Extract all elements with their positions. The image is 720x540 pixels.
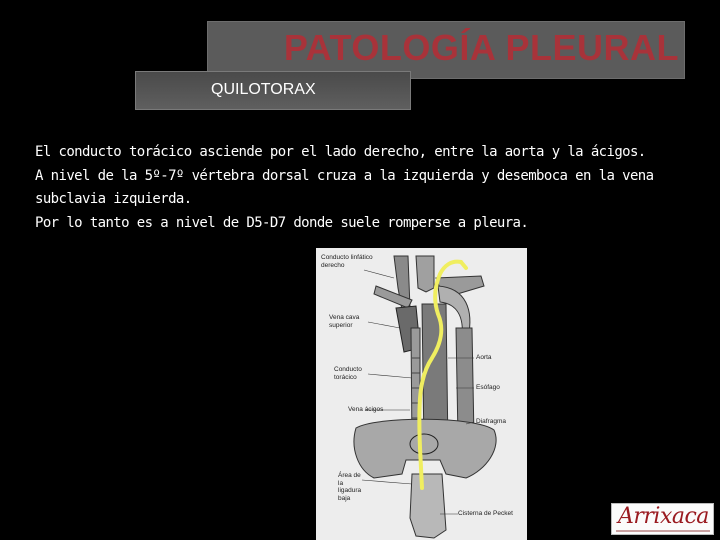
label-conducto-toracico: Conducto torácico bbox=[334, 366, 362, 381]
arrixaca-logo bbox=[611, 503, 714, 535]
slide-title: PATOLOGÍA PLEURAL bbox=[283, 27, 679, 68]
label-esofago: Esófago bbox=[476, 384, 500, 391]
label-aorta: Aorta bbox=[476, 354, 492, 361]
label-conducto-linfatico: Conducto linfático derecho bbox=[321, 254, 373, 269]
label-vena-acigos: Vena ácigos bbox=[348, 406, 384, 413]
slide-body bbox=[35, 141, 695, 235]
logo-underline bbox=[616, 530, 710, 532]
anatomy-figure bbox=[316, 248, 527, 540]
logo-wordmark: Arrixaca bbox=[618, 504, 709, 529]
label-diafragma: Diafragma bbox=[476, 418, 506, 425]
paragraph-2: A nivel de la 5º-7º vértebra dorsal cruza a la izquierda y desemboca en la vena subclavia izquierda. bbox=[35, 167, 654, 207]
paragraph-1: El conducto torácico asciende por el lado derecho, entre la aorta y la ácigos. bbox=[35, 144, 646, 160]
paragraph-3: Por lo tanto es a nivel de D5-D7 donde suele romperse a pleura. bbox=[35, 214, 529, 231]
subtitle-banner bbox=[135, 71, 411, 110]
label-vena-cava: Vena cava superior bbox=[329, 314, 360, 329]
label-cisterna: Cisterna de Pecket bbox=[458, 510, 513, 517]
label-area-ligadura: Área de la ligadura baja bbox=[338, 472, 362, 502]
slide-subtitle: QUILOTORAX bbox=[211, 81, 316, 98]
